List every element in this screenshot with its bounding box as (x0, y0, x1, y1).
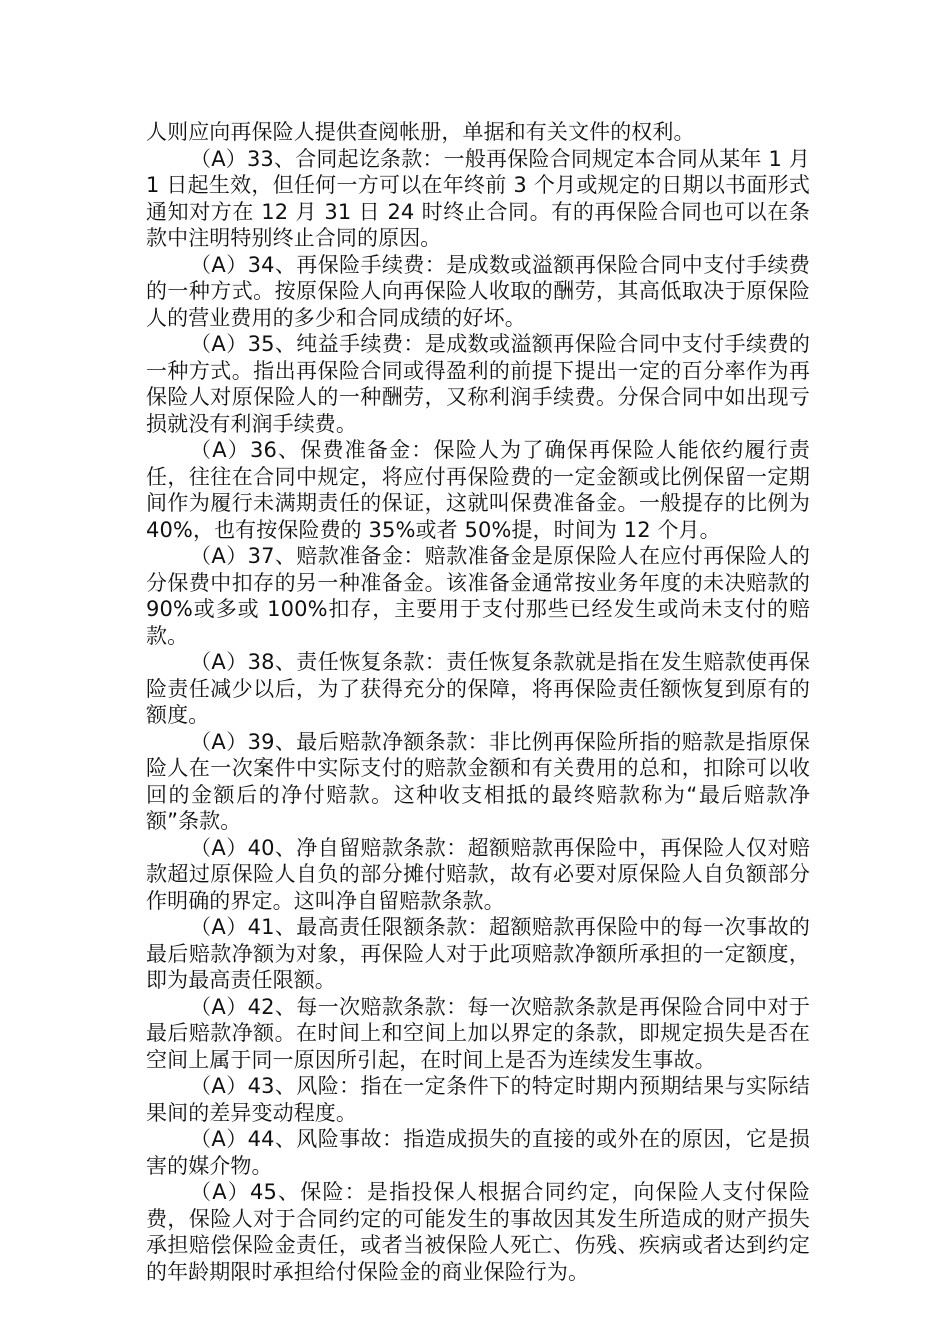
paragraph-term-41: （A）41、最高责任限额条款：超额赔款再保险中的每一次事故的最后赔款净额为对象，再保险人对于此项赔款净额所承担的一定额度，即为最高责任限额。 (146, 915, 810, 992)
paragraph-term-44: （A）44、风险事故：指造成损失的直接的或外在的原因，它是损害的媒介物。 (146, 1127, 810, 1178)
paragraph-term-37: （A）37、赔款准备金：赔款准备金是原保险人在应付再保险人的分保费中扣存的另一种准备金。该准备金通常按业务年度的未决赔款的 90%或多或 100%扣存，主要用于支付那些已经发生或尚未支付的赔款。 (146, 544, 810, 648)
document-body (146, 119, 810, 1285)
paragraph-term-43: （A）43、风险：指在一定条件下的特定时期内预期结果与实际结果间的差异变动程度。 (146, 1074, 810, 1125)
paragraph-term-45: （A）45、保险：是指投保人根据合同约定，向保险人支付保险费，保险人对于合同约定的可能发生的事故因其发生所造成的财产损失承担赔偿保险金责任，或者当被保险人死亡、伤残、疾病或者达到约定的年龄期限时承担给付保险金的商业保险行为。 (146, 1180, 810, 1284)
paragraph-term-36: （A）36、保费准备金：保险人为了确保再保险人能依约履行责任，往往在合同中规定，将应付再保险费的一定金额或比例保留一定期间作为履行未满期责任的保证，这就叫保费准备金。一般提存的比例为 40%，也有按保险费的 35%或者 50%提，时间为 12 个月。 (146, 438, 810, 542)
paragraph-term-42: （A）42、每一次赔款条款：每一次赔款条款是再保险合同中对于最后赔款净额。在时间上和空间上加以界定的条款，即规定损失是否在空间上属于同一原因所引起，在时间上是否为连续发生事故。 (146, 994, 810, 1072)
paragraph-continuation: 人则应向再保险人提供查阅帐册，单据和有关文件的权利。 (146, 120, 695, 144)
paragraph-term-40: （A）40、净自留赔款条款：超额赔款再保险中，再保险人仅对赔款超过原保险人自负的部分摊付赔款，故有必要对原保险人自负额部分作明确的界定。这叫净自留赔款条款。 (146, 835, 810, 913)
paragraph-term-35: （A）35、纯益手续费：是成数或溢额再保险合同中支付手续费的一种方式。指出再保险合同或得盈利的前提下提出一定的百分率作为再保险人对原保险人的一种酬劳，又称利润手续费。分保合同中如出现亏损就没有利润手续费。 (146, 332, 810, 436)
paragraph-term-34: （A）34、再保险手续费：是成数或溢额再保险合同中支付手续费的一种方式。按原保险人向再保险人收取的酬劳，其高低取决于原保险人的营业费用的多少和合同成绩的好坏。 (146, 252, 810, 330)
paragraph-term-38: （A）38、责任恢复条款：责任恢复条款就是指在发生赔款使再保险责任减少以后，为了获得充分的保障，将再保险责任额恢复到原有的额度。 (146, 650, 810, 727)
paragraph-term-33: （A）33、合同起讫条款：一般再保险合同规定本合同从某年 1 月 1 日起生效，但任何一方可以在年终前 3 个月或规定的日期以书面形式通知对方在 12 月 31 日 24 时终止合同。有的再保险合同也可以在条款中注明特别终止合同的原因。 (146, 146, 810, 250)
paragraph-term-39: （A）39、最后赔款净额条款：非比例再保险所指的赔款是指原保险人在一次案件中实际支付的赔款金额和有关费用的总和，扣除可以收回的金额后的净付赔款。这种收支相抵的最终赔款称为“最后赔款净额”条款。 (146, 729, 810, 833)
